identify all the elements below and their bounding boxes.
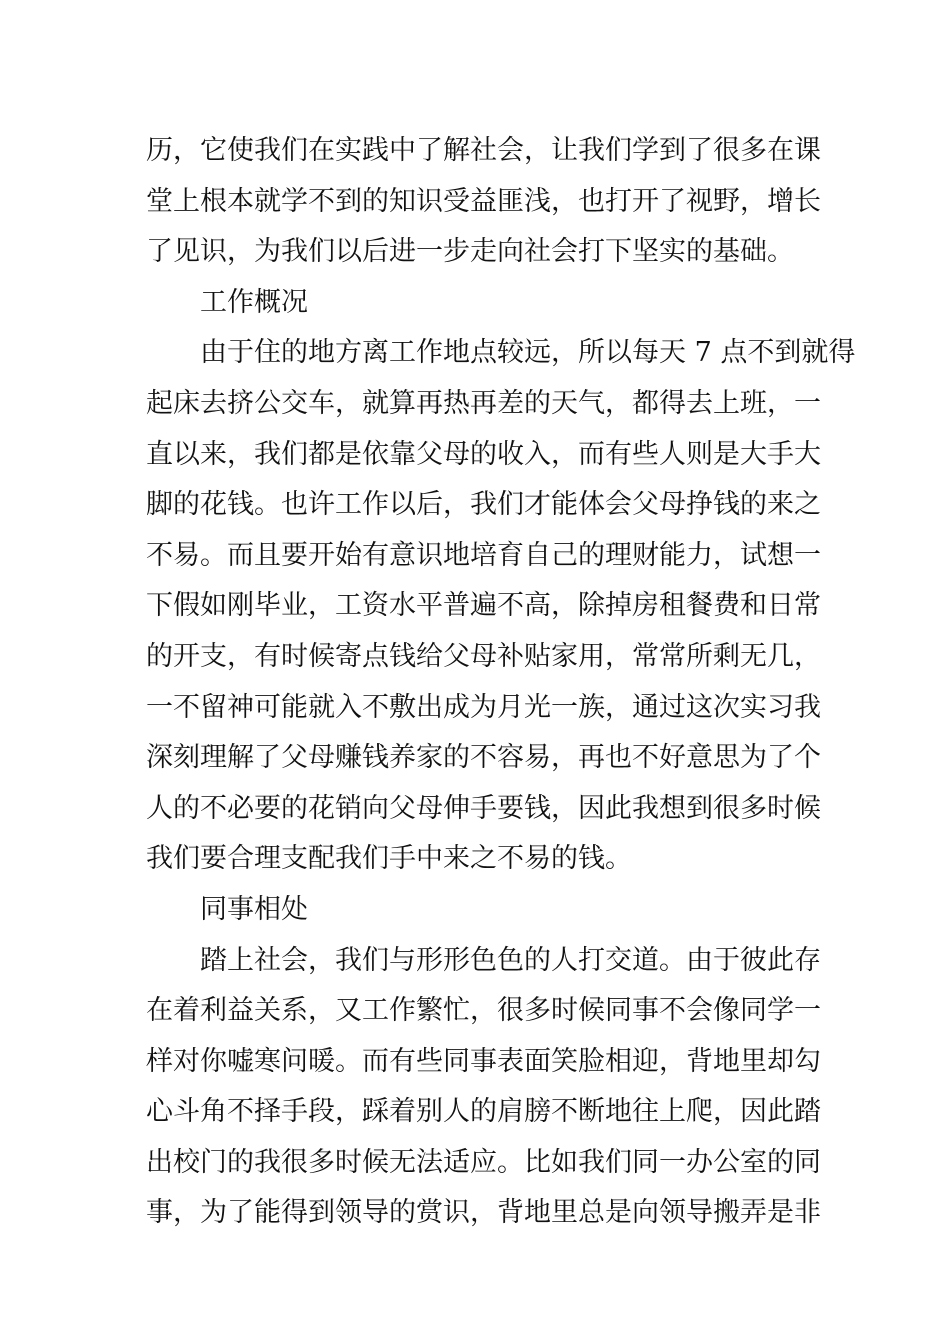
section-heading-work-overview: 工作概况 (200, 286, 308, 318)
text-line: 了见识，为我们以后进一步走向社会打下坚实的基础。 (146, 236, 794, 268)
text-line: 事，为了能得到领导的赏识，背地里总是向领导搬弄是非 (146, 1197, 821, 1229)
text-line: 心斗角不择手段，踩着别人的肩膀不断地往上爬，因此踏 (146, 1096, 821, 1128)
document-body (146, 126, 856, 1239)
text-line: 不易。而且要开始有意识地培育自己的理财能力，试想一 (146, 539, 821, 571)
text-line: 下假如刚毕业，工资水平普遍不高，除掉房租餐费和日常 (146, 590, 821, 622)
text-line: 人的不必要的花销向父母伸手要钱，因此我想到很多时候 (146, 792, 821, 824)
text-line: 我们要合理支配我们手中来之不易的钱。 (146, 843, 632, 875)
text-line: 堂上根本就学不到的知识受益匪浅，也打开了视野，增长 (146, 185, 821, 217)
section-heading-colleagues: 同事相处 (200, 893, 308, 925)
text-line: 起床去挤公交车，就算再热再差的天气，都得去上班，一 (146, 387, 821, 419)
text-line: 历，它使我们在实践中了解社会，让我们学到了很多在课 (146, 135, 821, 166)
text-line: 的开支，有时候寄点钱给父母补贴家用，常常所剩无几， (146, 640, 821, 672)
text-line: 出校门的我很多时候无法适应。比如我们同一办公室的同 (146, 1146, 821, 1178)
text-line: 由于住的地方离工作地点较远，所以每天 7 点不到就得 (200, 337, 856, 369)
text-line: 在着利益关系，又工作繁忙，很多时候同事不会像同学一 (146, 995, 821, 1027)
text-line: 踏上社会，我们与形形色色的人打交道。由于彼此存 (200, 944, 821, 976)
text-line: 脚的花钱。也许工作以后，我们才能体会父母挣钱的来之 (146, 489, 821, 521)
text-line: 一不留神可能就入不敷出成为月光一族，通过这次实习我 (146, 691, 821, 723)
text-line: 样对你嘘寒问暖。而有些同事表面笑脸相迎，背地里却勾 (146, 1045, 821, 1077)
text-line: 直以来，我们都是依靠父母的收入，而有些人则是大手大 (146, 438, 821, 470)
text-line: 深刻理解了父母赚钱养家的不容易，再也不好意思为了个 (146, 742, 821, 774)
